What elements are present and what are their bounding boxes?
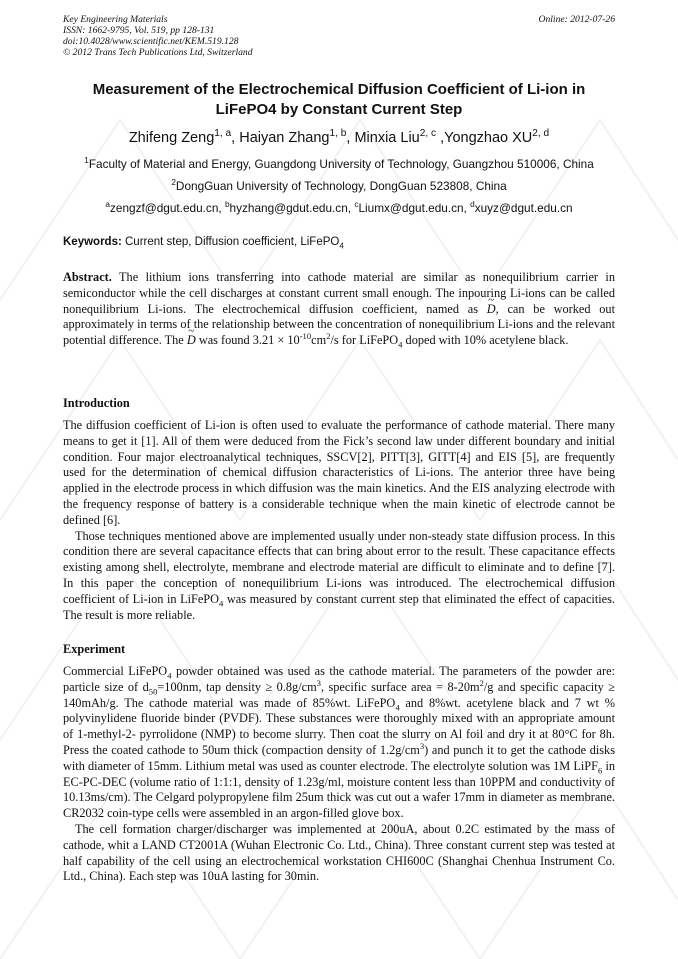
author: Yongzhao XU$^{2, d}$ (444, 128, 550, 146)
author: Haiyan Zhang$^{1, b}$, (239, 128, 355, 146)
experiment-body (63, 664, 615, 885)
introduction-heading: Introduction (63, 396, 130, 410)
email-link[interactable]: Liumx@dgut.edu.cn, (358, 201, 471, 215)
paragraph: The cell formation charger/discharger was implemented at 200uA, about 0.2C estimated by the mass of cathode, whit a LAND CT2001A (Wuhan Electronic Co. Ltd., China). Three constant current step was tested at half capability of the cell using an electrochemical workstation CHI600C (Shanghai Chenhua Instrument Co. Ltd., China). Each step was 10uA lasting for 30min. (63, 821, 615, 884)
email-link[interactable]: xuyz@dgut.edu.cn (474, 201, 573, 215)
abstract: Abstract. The lithium ions transferring into cathode material are similar as nonequilibrium carrier in semiconductor while the cell discharges at constant current small enough. The inpouring Li-ions can be called nonequilibrium Li-ions. The electrochemical diffusion coefficient, named as ~ D, can be worked out approximately in terms of the relationship between the concentration of nonequilibrium Li-ions and the relevant potential difference. The ~ D was found $3.21 \times 10^{-10}cm^2/s$ for LiFePO$_4$ doped with 10% acetylene black. (63, 270, 615, 349)
journal-name: Key Engineering Materials (63, 14, 168, 25)
affiliation-1: $^1$Faculty of Material and Energy, Guangdong University of Technology, Guangzhou 510006, China (84, 156, 594, 171)
paragraph: The diffusion coefficient of Li-ion is often used to evaluate the performance of cathode material. There many means to get it [1]. All of them were deduced from the Fick’s second law under different boundary and initial condition. Four major electroanalytical techniques, SSCV[2], PITT[3], GITT[4] and EIS [5], are frequently used for the determination of chemical diffusion characteristics of Li-ions. The anterior three have being applied in the electrode process in which diffusion was the main kinetics. And the EIS analyzing electrode with the frequency response of battery is a considerable technique when the main kinetic of electrode cannot be defined [6]. (63, 418, 615, 527)
d-tilde-symbol: ~ D (487, 302, 496, 318)
title-line-2: LiFePO4 by Constant Current Step (215, 101, 463, 118)
doi-line: doi:10.4028/www.scientific.net/KEM.519.128 (63, 36, 239, 47)
email-link[interactable]: hyzhang@gdut.edu.cn, (229, 201, 355, 215)
journal-header (63, 14, 615, 58)
paper-title (40, 80, 638, 120)
paragraph: Those techniques mentioned above are implemented usually under non-steady state diffusion process. In this condition there are several capacitance effects that can bring about error to the result. These capacitance effects existing among shell, electrolyte, membrane and electrode material are difficult to eliminate and to define [7]. In this paper the conception of nonequilibrium Li-ions was introduced. The electrochemical diffusion coefficient of Li-ion in LiFePO$_4$ was measured by constant current step that eliminated the effect of capacities. The result is more reliable. (63, 528, 615, 622)
experiment-heading: Experiment (63, 642, 126, 656)
title-line-1: Measurement of the Electrochemical Diffusion Coefficient of Li-ion in (92, 81, 586, 98)
copyright-line: © 2012 Trans Tech Publications Ltd, Switzerland (63, 47, 253, 58)
author-list (40, 128, 638, 148)
abstract-label: Abstract. (63, 270, 112, 284)
d-tilde-symbol: ~ D (187, 333, 196, 349)
author: Zhifeng Zeng$^{1, a}$, (128, 128, 240, 146)
paragraph: Commercial LiFePO$_4$ powder obtained was used as the cathode material. The parameters of the powder are: particle size of $d_{50}=100nm$, tap density ≥ $0.8g/cm^3$, specific surface area = $8-20m^2/g$ and specific capacity ≥ 140mAh/g. The cathode material was made of 85%wt. LiFePO$_4$ and 8%wt. acetylene black and 7 wt % polyvinylidene fluoride binder (PVDF). These substances were thoroughly mixed with an appropriate amount of 1-methyl-2- pyrrolidone (NMP) to become slurry. Then coat the slurry on Al foil and dry it at 80°C for 8h. Press the coated cathode to 50um thick (compaction density of $1.2g/cm^3$) and punch it to get the cathode disks with diameter of 15mm. Lithium metal was used as counter electrode. The electrolyte solution was 1M LiPF$_6$ in EC-PC-DEC (volume ratio of 1:1:1, density of 1.23g/ml, moisture content less than 10PPM and conductivity of 10.13ms/cm). The Celgard polypropylene film 25um thick was cut out a wafer 17mm in diameter as membrane. CR2032 coin-type cells were assembled in an argon-filled glove box. (63, 664, 616, 821)
email-link[interactable]: zengzf@dgut.edu.cn, (109, 201, 225, 215)
email-list: $^a$zengzf@dgut.edu.cn, $^b$hyzhang@gdut.edu.cn, $^c$Liumx@dgut.edu.cn, $^d$xuyz@dgut.edu.cn (105, 200, 573, 215)
author: Minxia Liu$^{2, c}$ , (354, 128, 445, 146)
introduction-body (63, 418, 615, 623)
online-date: Online: 2012-07-26 (538, 14, 615, 25)
issn-line: ISSN: 1662-9795, Vol. 519, pp 128-131 (63, 25, 215, 36)
keywords-label: Keywords: (63, 236, 122, 248)
keywords: Keywords: Current step, Diffusion coefficient, LiFePO$_4$ (63, 236, 344, 251)
affiliation-2: $^2$DongGuan University of Technology, DongGuan 523808, China (171, 178, 507, 193)
